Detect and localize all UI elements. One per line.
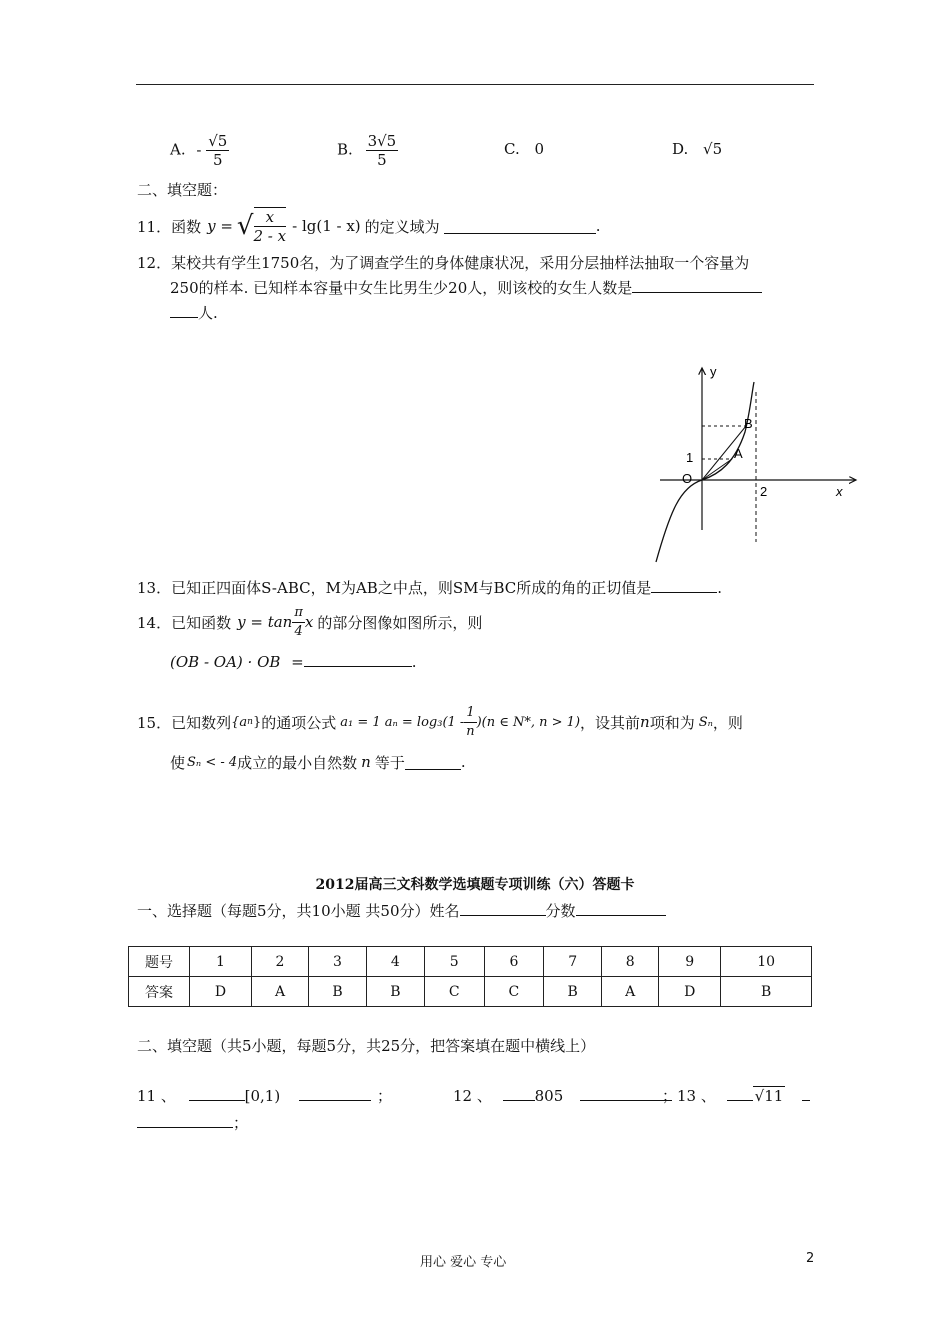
question-14: 14． 已知函数 y = tan $\frac{\pi}{4}$ x 的部分图像如图所示，则 <box>137 604 483 639</box>
option-a: A. - $\frac{√5}{5}$ <box>170 132 228 169</box>
table-cell: 7 <box>544 947 602 977</box>
card-title: 2012届高三文科数学选填题专项训练（六）答题卡 <box>315 877 635 893</box>
section-fill-title: 二、填空题： <box>137 181 228 199</box>
table-header-cell: 题号 <box>129 947 190 977</box>
table-row <box>129 947 812 977</box>
table-cell: D <box>190 977 252 1007</box>
table-cell: 8 <box>602 947 659 977</box>
page-number: 2 <box>806 1251 815 1266</box>
table-row <box>129 977 812 1007</box>
table-cell: B <box>366 977 424 1007</box>
tick-2: 2 <box>760 484 768 499</box>
tan-graph <box>640 362 870 572</box>
origin-label: O <box>682 471 693 486</box>
option-c: C. 0 <box>504 140 545 158</box>
table-header-cell: 答案 <box>129 977 190 1007</box>
question-14-expr: (OB - OA) · OB = . <box>170 653 417 671</box>
card-section1: 一、选择题（每题5分，共10小题 共50分）姓名 分数 <box>137 900 666 921</box>
option-b: B. $\frac{3√5}{5}$ <box>337 132 397 169</box>
table-cell: 2 <box>251 947 308 977</box>
answer-13-cont: ； <box>137 1112 248 1133</box>
footer-slogan: 用心 爱心 专心 <box>420 1255 507 1270</box>
table-cell: B <box>721 977 812 1007</box>
table-cell: B <box>544 977 602 1007</box>
header-rule <box>136 84 814 85</box>
table-cell: 3 <box>309 947 367 977</box>
answer-table <box>128 946 812 1007</box>
tick-1: 1 <box>686 450 694 465</box>
table-cell: C <box>484 977 544 1007</box>
tan-curve <box>656 382 754 562</box>
table-cell: D <box>659 977 721 1007</box>
table-cell: A <box>602 977 659 1007</box>
question-15: 15． 已知数列 {a n } 的通项公式 a₁ = 1 aₙ = log₃(1 - $\frac{1}{n}$ )(n ∈ N*, n > 1) ，设其前 n 项和为 Sₙ ，则 <box>137 704 743 739</box>
table-cell: 9 <box>659 947 721 977</box>
question-12-line3: 人. <box>170 302 218 323</box>
table-cell: B <box>309 977 367 1007</box>
question-12: 12．某校共有学生1750名，为了调查学生的身体健康状况，采用分层抽样法抽取一个容量为 <box>137 254 750 272</box>
point-b: B <box>744 416 753 431</box>
card-section2: 二、填空题（共5小题，每题5分，共25分，把答案填在题中横线上） <box>137 1037 596 1055</box>
question-13: 13．已知正四面体S-ABC，M为AB之中点，则SM与BC所成的角的正切值是 . <box>137 579 723 597</box>
answer-11: 11 、 [0,1) ； <box>137 1087 392 1105</box>
table-cell: 4 <box>366 947 424 977</box>
table-cell: A <box>251 977 308 1007</box>
question-12-line2: 250的样本. 已知样本容量中女生比男生少20人，则该校的女生人数是 <box>170 277 762 298</box>
table-cell: C <box>424 977 484 1007</box>
question-15-line2: 使 Sₙ < - 4 成立的最小自然数 n 等于 . <box>170 753 466 772</box>
point-a: A <box>734 446 743 461</box>
answer-13: ；13 、 √11 <box>662 1085 810 1106</box>
question-11: 11． 函数 y = √ $\frac{x}{2 - x}$ - lg(1 - x) 的定义域为 . <box>137 208 601 245</box>
answer-12: 12 、 805 <box>453 1085 672 1106</box>
y-label: y <box>710 364 717 379</box>
option-d: D. √5 <box>672 140 723 158</box>
table-cell: 6 <box>484 947 544 977</box>
x-label: x <box>836 484 843 499</box>
table-cell: 1 <box>190 947 252 977</box>
table-cell: 10 <box>721 947 812 977</box>
table-cell: 5 <box>424 947 484 977</box>
